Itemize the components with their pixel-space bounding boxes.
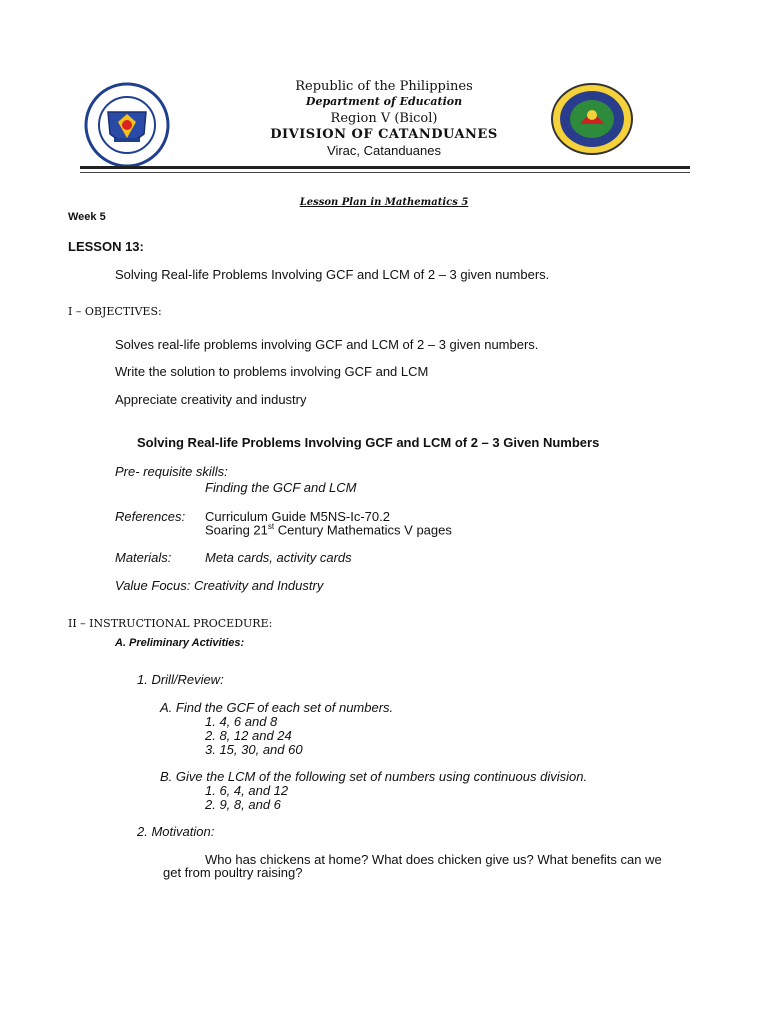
drill-review: 1. Drill/Review: — [137, 672, 224, 687]
lcm-item: 1. 6, 4, and 12 — [205, 783, 289, 798]
materials-label: Materials: — [115, 550, 172, 565]
motivation-label: 2. Motivation: — [137, 824, 215, 839]
gcf-task: A. Find the GCF of each set of numbers. — [160, 700, 394, 715]
lcm-item: 2. 9, 8, and 6 — [205, 797, 281, 812]
procedure-heading: II – INSTRUCTIONAL PROCEDURE: — [68, 617, 273, 630]
gcf-item: 1. 4, 6 and 8 — [205, 714, 278, 729]
objective-item: Write the solution to problems involving GCF and LCM — [115, 364, 429, 379]
objective-item: Appreciate creativity and industry — [115, 392, 307, 407]
references-label: References: — [115, 509, 186, 524]
objectives-heading: I – OBJECTIVES: — [68, 305, 162, 318]
gcf-item: 3. 15, 30, and 60 — [205, 742, 303, 757]
gcf-item: 2. 8, 12 and 24 — [205, 728, 292, 743]
references-line-1: Curriculum Guide M5NS-Ic-70.2 — [205, 509, 390, 524]
prereq-value: Finding the GCF and LCM — [205, 480, 357, 495]
week-label: Week 5 — [68, 211, 106, 223]
references-line-2-pre: Soaring 21 — [205, 522, 268, 538]
references-line-2-post: Century Mathematics V pages — [274, 522, 452, 538]
header-department: Department of Education — [305, 95, 463, 108]
motivation-text-line-1: Who has chickens at home? What does chicken give us? What benefits can we — [205, 852, 662, 867]
lesson-topic: Solving Real-life Problems Involving GCF and LCM of 2 – 3 given numbers. — [115, 267, 550, 282]
value-focus: Value Focus: Creativity and Industry — [115, 578, 324, 593]
header-division: DIVISION OF CATANDUANES — [270, 127, 498, 142]
references-line-2-sup: st — [267, 522, 275, 531]
lcm-task: B. Give the LCM of the following set of numbers using continuous division. — [160, 769, 588, 784]
preliminary-activities: A. Preliminary Activities: — [115, 637, 245, 649]
lesson-label: LESSON 13: — [68, 239, 144, 254]
header-city: Virac, Catanduanes — [327, 143, 441, 158]
header-republic: Republic of the Philippines — [295, 79, 473, 94]
materials-value: Meta cards, activity cards — [205, 550, 352, 565]
prereq-label: Pre- requisite skills: — [115, 464, 228, 479]
header-divider-thick — [80, 166, 690, 169]
plan-title: Lesson Plan in Mathematics 5 — [299, 197, 469, 208]
objective-item: Solves real-life problems involving GCF and LCM of 2 – 3 given numbers. — [115, 337, 539, 352]
references-line-2 — [205, 522, 452, 537]
subject-title: Solving Real-life Problems Involving GCF and LCM of 2 – 3 Given Numbers — [137, 435, 600, 450]
motivation-text-line-2: get from poultry raising? — [163, 865, 303, 880]
header-region: Region V (Bicol) — [330, 111, 438, 126]
header-divider-thin — [80, 172, 690, 173]
